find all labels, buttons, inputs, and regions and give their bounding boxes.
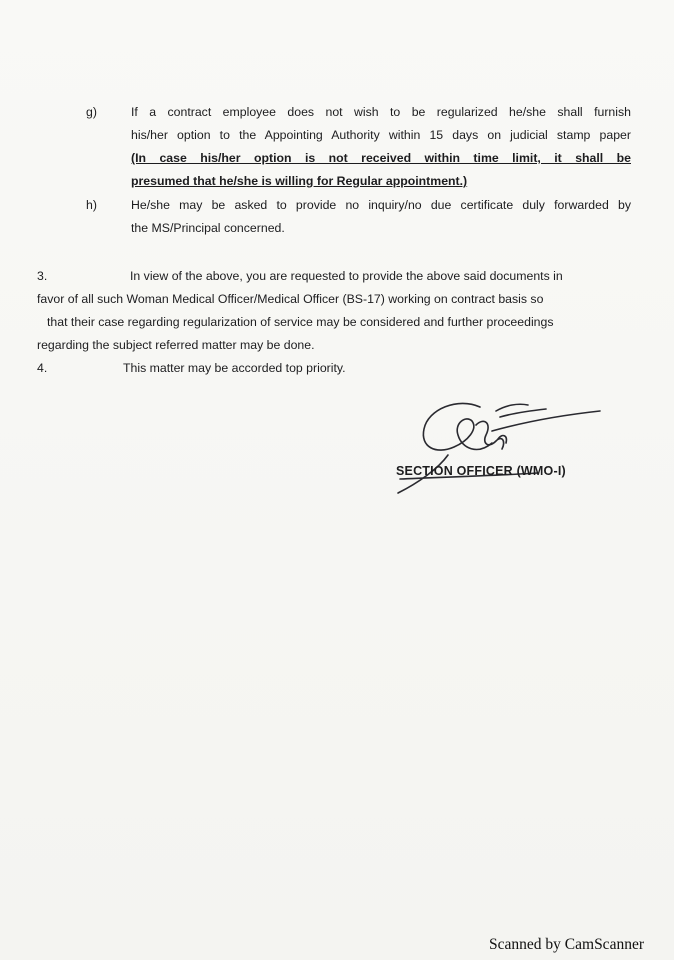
signatory-title: SECTION OFFICER (WMO-I) [396,464,566,478]
list-item-h [86,194,646,244]
paragraph-first-line: In view of the above, you are requested to provide the above said documents in [130,269,563,283]
paragraph-line: favor of all such Woman Medical Officer/Medical Officer (BS-17) working on contract basis so [37,292,544,306]
item-bold-line: (In case his/her option is not received within time limit, it shall be [131,151,631,165]
item-label: h) [86,198,97,212]
scanner-watermark: Scanned by CamScanner [489,936,644,953]
paragraph-text [37,288,627,357]
item-line: If a contract employee does not wish to be regularized he/she shall furnish [131,105,631,119]
item-line: his/her option to the Appointing Authority within 15 days on judicial stamp paper [131,128,631,142]
item-line: the MS/Principal concerned. [131,221,285,235]
item-label: g) [86,105,97,119]
item-line: He/she may be asked to provide no inquiry/no due certificate duly forwarded by [131,198,631,212]
paragraph-4 [37,357,637,381]
item-bold-line: presumed that he/she is willing for Regular appointment.) [131,174,468,188]
paragraph-number: 4. [37,361,48,375]
paragraph-line: regarding the subject referred matter may be done. [37,338,315,352]
handwritten-signature [388,395,608,505]
list-item-g [86,101,646,201]
paragraph-number: 3. [37,269,48,283]
paragraph-line: that their case regarding regularization of service may be considered and further proceedings [47,315,554,329]
paragraph-3 [37,265,637,365]
paragraph-first-line: This matter may be accorded top priority. [123,361,346,375]
item-body [131,194,631,240]
item-body [131,101,631,193]
